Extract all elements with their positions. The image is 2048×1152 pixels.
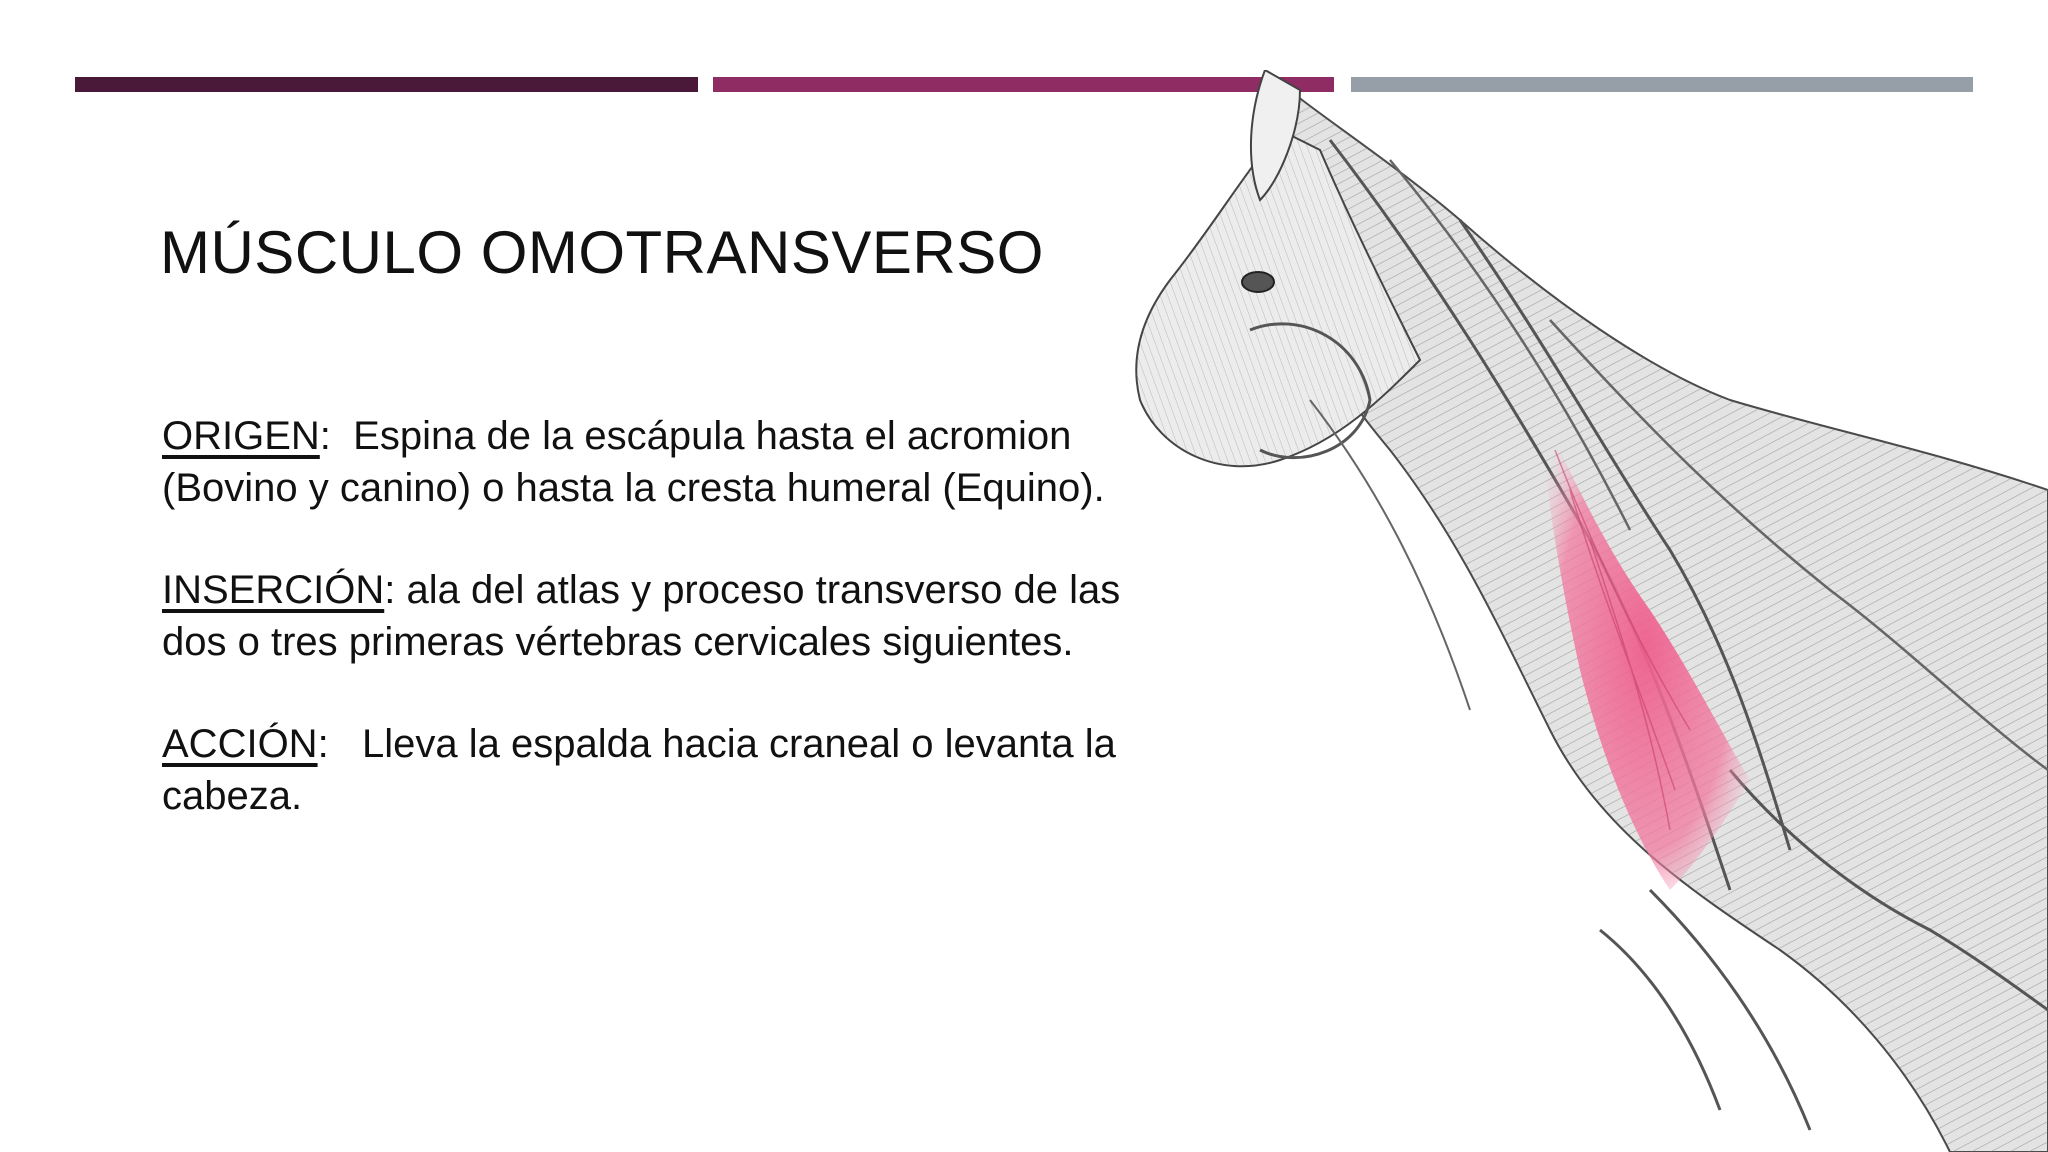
slide-title: MÚSCULO OMOTRANSVERSO <box>160 219 1044 286</box>
section-separator: : <box>317 722 363 766</box>
section-text: Espina de la escápula hasta el acromion (Bovino y canino) o hasta la cresta humeral (Equino). <box>162 414 1105 510</box>
slide-body <box>162 410 1122 872</box>
horse-eye-shape <box>1242 272 1274 292</box>
section-label: ACCIÓN <box>162 722 318 766</box>
section-insercion <box>162 564 1122 668</box>
section-label: ORIGEN <box>162 414 320 458</box>
accent-bar-dark <box>75 77 698 92</box>
horse-anatomy-illustration <box>1130 70 2048 1152</box>
section-separator: : <box>319 414 354 458</box>
section-accion <box>162 718 1122 822</box>
section-text: ala del atlas y proceso transverso de las dos o tres primeras vértebras cervicales siguientes. <box>162 568 1121 664</box>
section-separator: : <box>384 568 407 612</box>
section-label: INSERCIÓN <box>162 568 385 612</box>
section-text: Lleva la espalda hacia craneal o levanta la cabeza. <box>162 722 1116 818</box>
section-origen <box>162 410 1122 514</box>
